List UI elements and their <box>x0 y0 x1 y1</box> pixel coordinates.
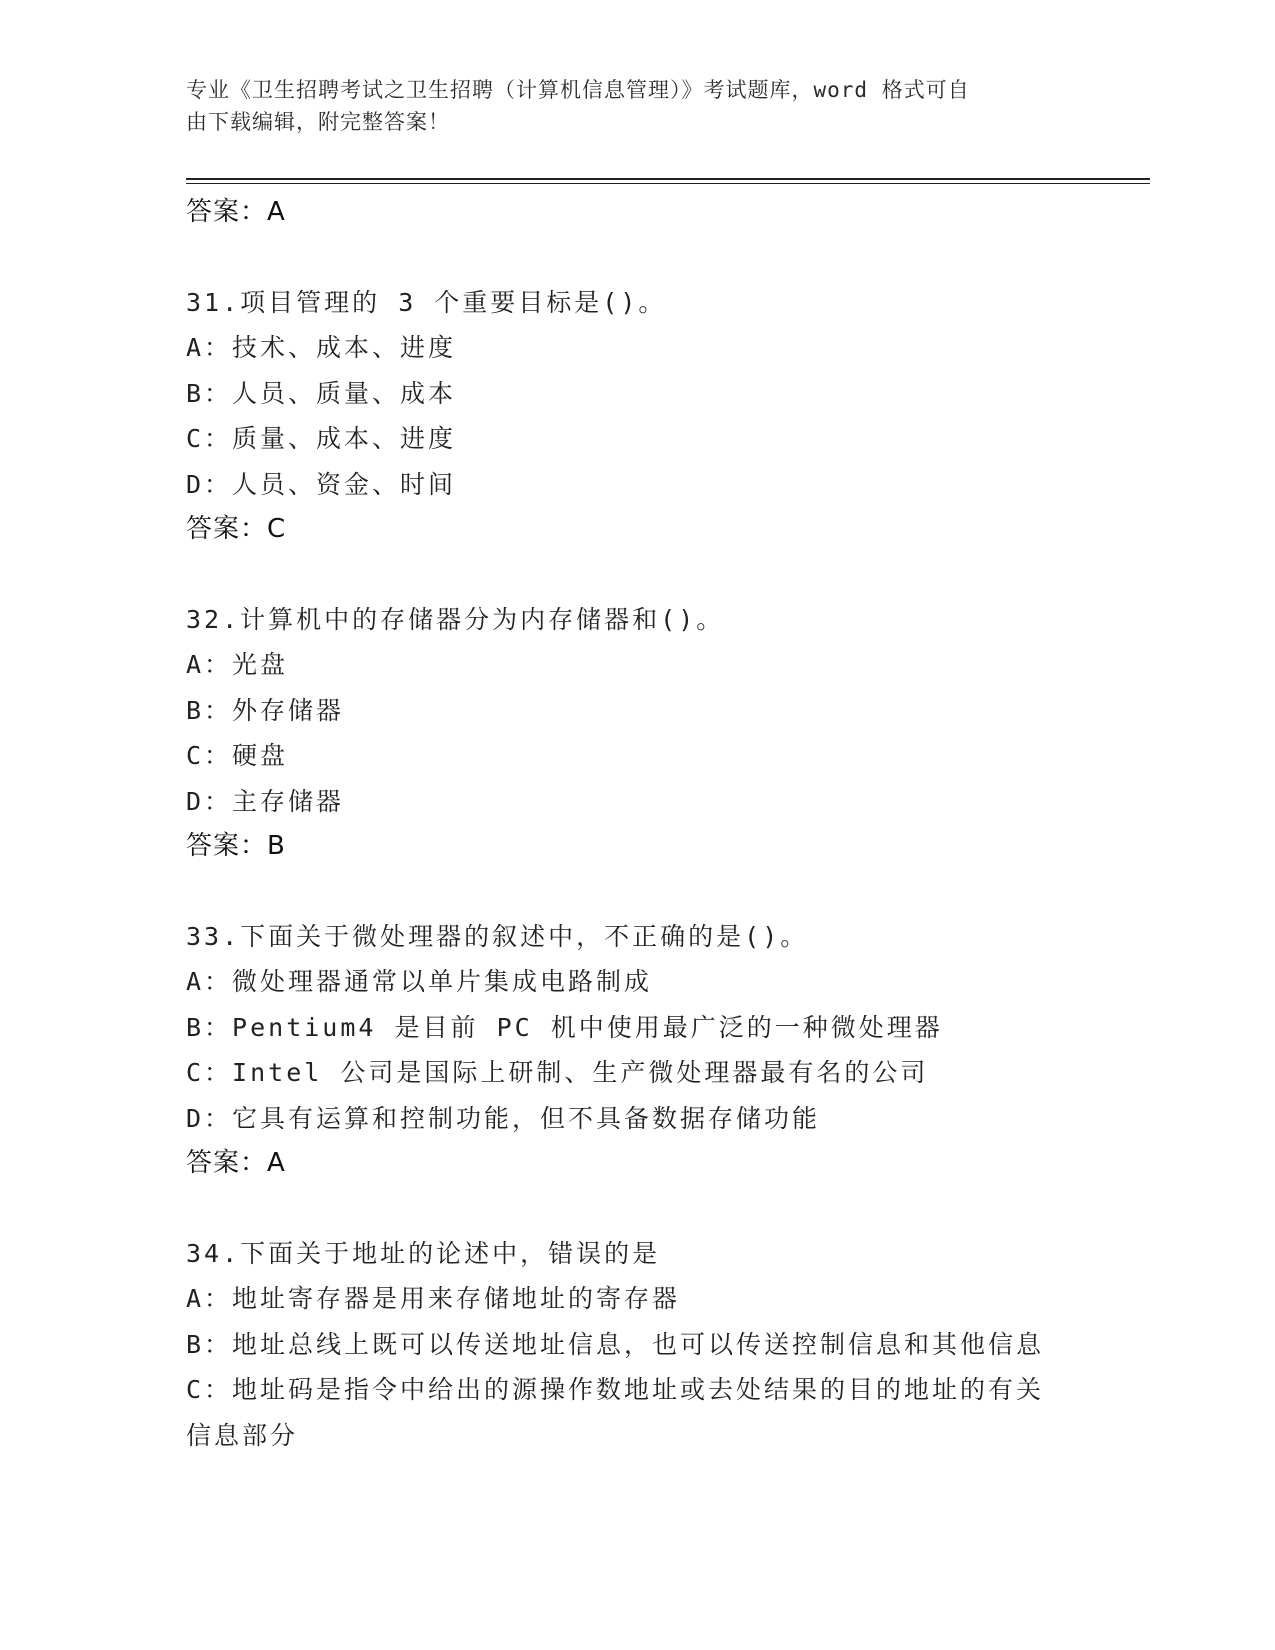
header-line-1: 专业《卫生招聘考试之卫生招聘（计算机信息管理）》考试题库，word 格式可自 <box>186 78 970 102</box>
question-stem: 32.计算机中的存储器分为内存储器和()。 <box>186 604 725 634</box>
question-34 <box>186 1231 1106 1459</box>
spacer <box>186 553 1106 597</box>
option-d: D：主存储器 <box>186 786 345 816</box>
header-divider <box>186 178 1150 180</box>
spacer <box>186 236 1106 280</box>
answer: 答案：C <box>186 514 287 544</box>
question-32 <box>186 597 1106 870</box>
header-divider-thin <box>186 183 1150 184</box>
option-c: C：Intel 公司是国际上研制、生产微处理器最有名的公司 <box>186 1058 929 1087</box>
previous-answer: 答案：A <box>186 197 286 227</box>
option-a: A：微处理器通常以单片集成电路制成 <box>186 967 653 996</box>
option-a: A：技术、成本、进度 <box>186 333 457 362</box>
spacer <box>186 1187 1106 1231</box>
option-d: D：人员、资金、时间 <box>186 469 457 499</box>
option-b: B：地址总线上既可以传送地址信息，也可以传送控制信息和其他信息 <box>186 1329 1045 1359</box>
option-c: C：地址码是指令中给出的源操作数地址或去处结果的目的地址的有关 <box>186 1375 1045 1404</box>
option-d: D：它具有运算和控制功能，但不具备数据存储功能 <box>186 1103 821 1133</box>
option-b: B：外存储器 <box>186 695 345 725</box>
question-33 <box>186 914 1106 1187</box>
question-stem: 31.项目管理的 3 个重要目标是()。 <box>186 287 667 317</box>
document-header <box>186 74 1066 138</box>
spacer <box>186 870 1106 914</box>
question-list <box>186 190 1106 1458</box>
question-stem: 34.下面关于地址的论述中，错误的是 <box>186 1238 661 1268</box>
question-stem: 33.下面关于微处理器的叙述中，不正确的是()。 <box>186 921 809 951</box>
question-31 <box>186 280 1106 553</box>
option-c-continued: 信息部分 <box>186 1420 299 1450</box>
option-b: B：人员、质量、成本 <box>186 378 457 408</box>
option-c: C：硬盘 <box>186 741 289 770</box>
option-b: B：Pentium4 是目前 PC 机中使用最广泛的一种微处理器 <box>186 1012 943 1042</box>
option-c: C：质量、成本、进度 <box>186 424 457 453</box>
answer: 答案：B <box>186 831 286 861</box>
option-a: A：光盘 <box>186 650 289 679</box>
answer: 答案：A <box>186 1148 286 1178</box>
header-line-2: 由下载编辑，附完整答案！ <box>186 110 450 134</box>
option-a: A：地址寄存器是用来存储地址的寄存器 <box>186 1284 681 1313</box>
